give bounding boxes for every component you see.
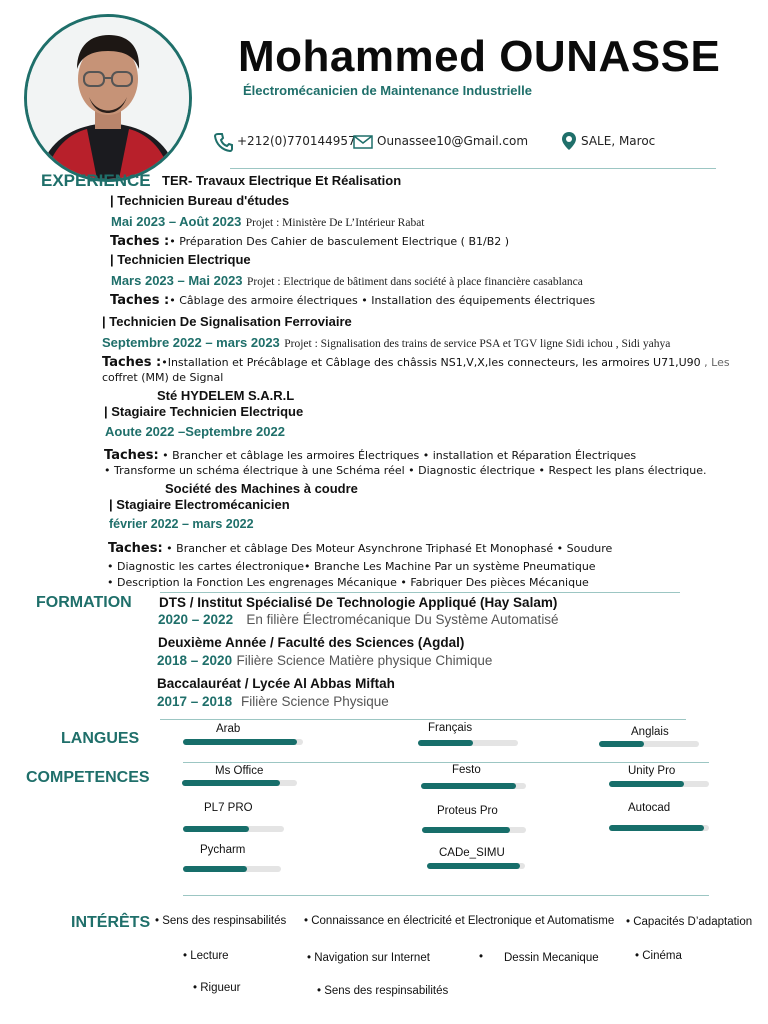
- language-bar-fill: [599, 741, 644, 747]
- interest-item: • Navigation sur Internet: [307, 952, 430, 964]
- skill-bar-fill: [609, 825, 704, 831]
- interest-item: • Lecture: [183, 950, 229, 962]
- skill-label: Autocad: [628, 802, 671, 814]
- interest-bullet: •: [479, 951, 484, 963]
- formation-heading: FORMATION: [36, 594, 132, 611]
- tasks-text-cont: • Transforme un schéma électrique à une Schéma réel • Diagnostic électrique • Respect les plans électrique.: [104, 464, 707, 477]
- language-bar: [418, 740, 518, 746]
- mail-icon: [353, 134, 373, 155]
- job-project: Projet : Signalisation des trains de service PSA et TGV ligne Sidi ichou , Sidi yahya: [284, 338, 671, 350]
- tasks-text-cont: coffret (MM) de Signal: [102, 371, 224, 384]
- location: SALE, Maroc: [581, 134, 656, 148]
- skill-label: Ms Office: [215, 765, 264, 777]
- tasks-label: Taches :: [110, 234, 170, 249]
- job-project: Projet : Electrique de bâtiment dans société à place financière casablanca: [247, 276, 583, 288]
- job-date-project: [102, 334, 670, 352]
- job-date: Mars 2023 – Mai 2023: [111, 273, 243, 288]
- language-bar: [183, 739, 303, 745]
- company-machines: Société des Machines à coudre: [165, 481, 358, 496]
- job-role: | Stagiaire Technicien Electrique: [104, 404, 304, 419]
- skill-bar-fill: [427, 863, 520, 869]
- job-title: Électromécanicien de Maintenance Industrielle: [243, 83, 532, 98]
- tasks-text: • Brancher et câblage les armoires Électriques • installation et Réparation Électriques: [158, 449, 637, 462]
- tasks-text: • Préparation Des Cahier de basculement Electrique ( B1/B2 ): [169, 235, 510, 248]
- profile-photo: [24, 14, 192, 182]
- job-date: février 2022 – mars 2022: [109, 517, 254, 531]
- skill-bar: [183, 866, 281, 872]
- formation-years: 2018 – 2020: [157, 653, 233, 668]
- formation-desc: Filière Science Matière physique Chimique: [236, 653, 493, 668]
- skill-bar: [609, 825, 709, 831]
- tasks-label: Taches :: [110, 293, 170, 308]
- job-role: | Stagiaire Electromécanicien: [109, 497, 290, 512]
- language-label: Anglais: [631, 726, 669, 738]
- formation-divider: [160, 719, 686, 720]
- skill-bar: [182, 780, 297, 786]
- language-bar-fill: [418, 740, 473, 746]
- interest-item: • Connaissance en électricité et Electronique et Automatisme: [304, 915, 615, 927]
- skill-label: Unity Pro: [628, 765, 676, 777]
- competences-heading: COMPETENCES: [26, 769, 150, 786]
- tasks-label: Taches:: [104, 448, 159, 463]
- formation-years: 2020 – 2022: [158, 612, 234, 627]
- job-role: | Technicien De Signalisation Ferroviaire: [102, 314, 352, 329]
- skill-bar-fill: [609, 781, 684, 787]
- tasks-label: Taches:: [108, 541, 163, 556]
- skill-label: CADe_SIMU: [439, 847, 505, 859]
- tasks-text: •Installation et Précâblage et Câblage des châssis NS1,V,X,les connecteurs, les armoires U71,U90: [161, 356, 701, 369]
- formation-meta: [157, 652, 492, 670]
- job-date: Aoute 2022 –Septembre 2022: [105, 424, 285, 439]
- job-tasks: [104, 446, 636, 464]
- job-role: | Technicien Bureau d'études: [110, 193, 290, 208]
- company-hydelem: Sté HYDELEM S.A.R.L: [157, 388, 295, 403]
- skill-bar: [427, 863, 525, 869]
- skill-bar-fill: [421, 783, 516, 789]
- skill-bar: [609, 781, 709, 787]
- formation-years: 2017 – 2018: [157, 694, 233, 709]
- formation-desc: Filière Science Physique: [240, 694, 389, 709]
- formation-degree: Deuxième Année / Faculté des Sciences (Agdal): [158, 635, 465, 650]
- skill-bar: [183, 826, 284, 832]
- skill-bar-fill: [183, 826, 249, 832]
- skill-bar: [421, 783, 526, 789]
- skill-bar: [422, 827, 526, 833]
- language-label: Français: [428, 722, 473, 734]
- experience-divider: [160, 592, 680, 593]
- tasks-text: • Câblage des armoire électriques • Installation des équipements électriques: [169, 294, 596, 307]
- job-date: Mai 2023 – Août 2023: [111, 214, 242, 229]
- interest-item: Dessin Mecanique: [504, 952, 599, 964]
- candidate-name: Mohammed OUNASSE: [238, 32, 721, 81]
- phone-icon: [214, 132, 234, 157]
- tasks-text: • Brancher et câblage Des Moteur Asynchrone Triphasé Et Monophasé • Soudure: [162, 542, 613, 555]
- formation-desc: En filière Électromécanique Du Système Automatisé: [246, 612, 559, 627]
- formation-degree: Baccalauréat / Lycée Al Abbas Miftah: [157, 676, 395, 691]
- skill-label: PL7 PRO: [204, 802, 253, 814]
- skill-label: Festo: [452, 764, 481, 776]
- formation-meta: [158, 611, 559, 629]
- skill-bar-fill: [183, 866, 247, 872]
- email-address: Ounassee10@Gmail.com: [377, 134, 529, 148]
- competences-divider: [183, 895, 709, 896]
- interest-item: • Capacités D’adaptation: [626, 916, 753, 928]
- avatar-illustration: [27, 17, 189, 179]
- formation-degree: DTS / Institut Spécialisé De Technologie Appliqué (Hay Salam): [159, 595, 558, 610]
- interest-item: • Sens des respinsabilités: [317, 985, 449, 997]
- langues-divider: [183, 762, 709, 763]
- langues-heading: LANGUES: [61, 730, 140, 747]
- skill-bar-fill: [422, 827, 510, 833]
- interets-heading: INTÉRÊTS: [71, 914, 151, 931]
- language-bar: [599, 741, 699, 747]
- tasks-text-cont: • Diagnostic les cartes électronique• Branche Les Machine Par un système Pneumatique: [107, 560, 596, 573]
- company-ter: TER- Travaux Electrique Et Réalisation: [162, 173, 402, 188]
- job-project: Projet : Ministère De L’Intérieur Rabat: [245, 217, 425, 229]
- job-tasks: [110, 291, 595, 309]
- skill-label: Pycharm: [200, 844, 246, 856]
- job-date-project: [111, 272, 583, 290]
- tasks-label: Taches :: [102, 355, 162, 370]
- formation-meta: [157, 693, 389, 711]
- skill-bar-fill: [182, 780, 280, 786]
- job-tasks: [102, 353, 730, 371]
- interest-item: • Rigueur: [193, 982, 241, 994]
- tasks-text-tail: , Les: [700, 356, 730, 369]
- interest-item: • Sens des respinsabilités: [155, 915, 287, 927]
- language-bar-fill: [183, 739, 297, 745]
- job-date: Septembre 2022 – mars 2023: [102, 335, 280, 350]
- job-tasks: [108, 539, 612, 557]
- location-pin-icon: [561, 131, 577, 156]
- tasks-text-cont: • Description la Fonction Les engrenages Mécanique • Fabriquer Des pièces Mécanique: [107, 576, 589, 589]
- language-label: Arab: [216, 723, 241, 735]
- job-date-project: [111, 213, 425, 231]
- job-role: | Technicien Electrique: [110, 252, 251, 267]
- skill-label: Proteus Pro: [437, 805, 498, 817]
- interest-item: • Cinéma: [635, 950, 682, 962]
- header-divider: [230, 168, 716, 169]
- experience-heading: EXPERIENCE: [41, 171, 151, 190]
- job-tasks: [110, 232, 509, 250]
- phone-number: +212(0)770144957: [237, 134, 356, 148]
